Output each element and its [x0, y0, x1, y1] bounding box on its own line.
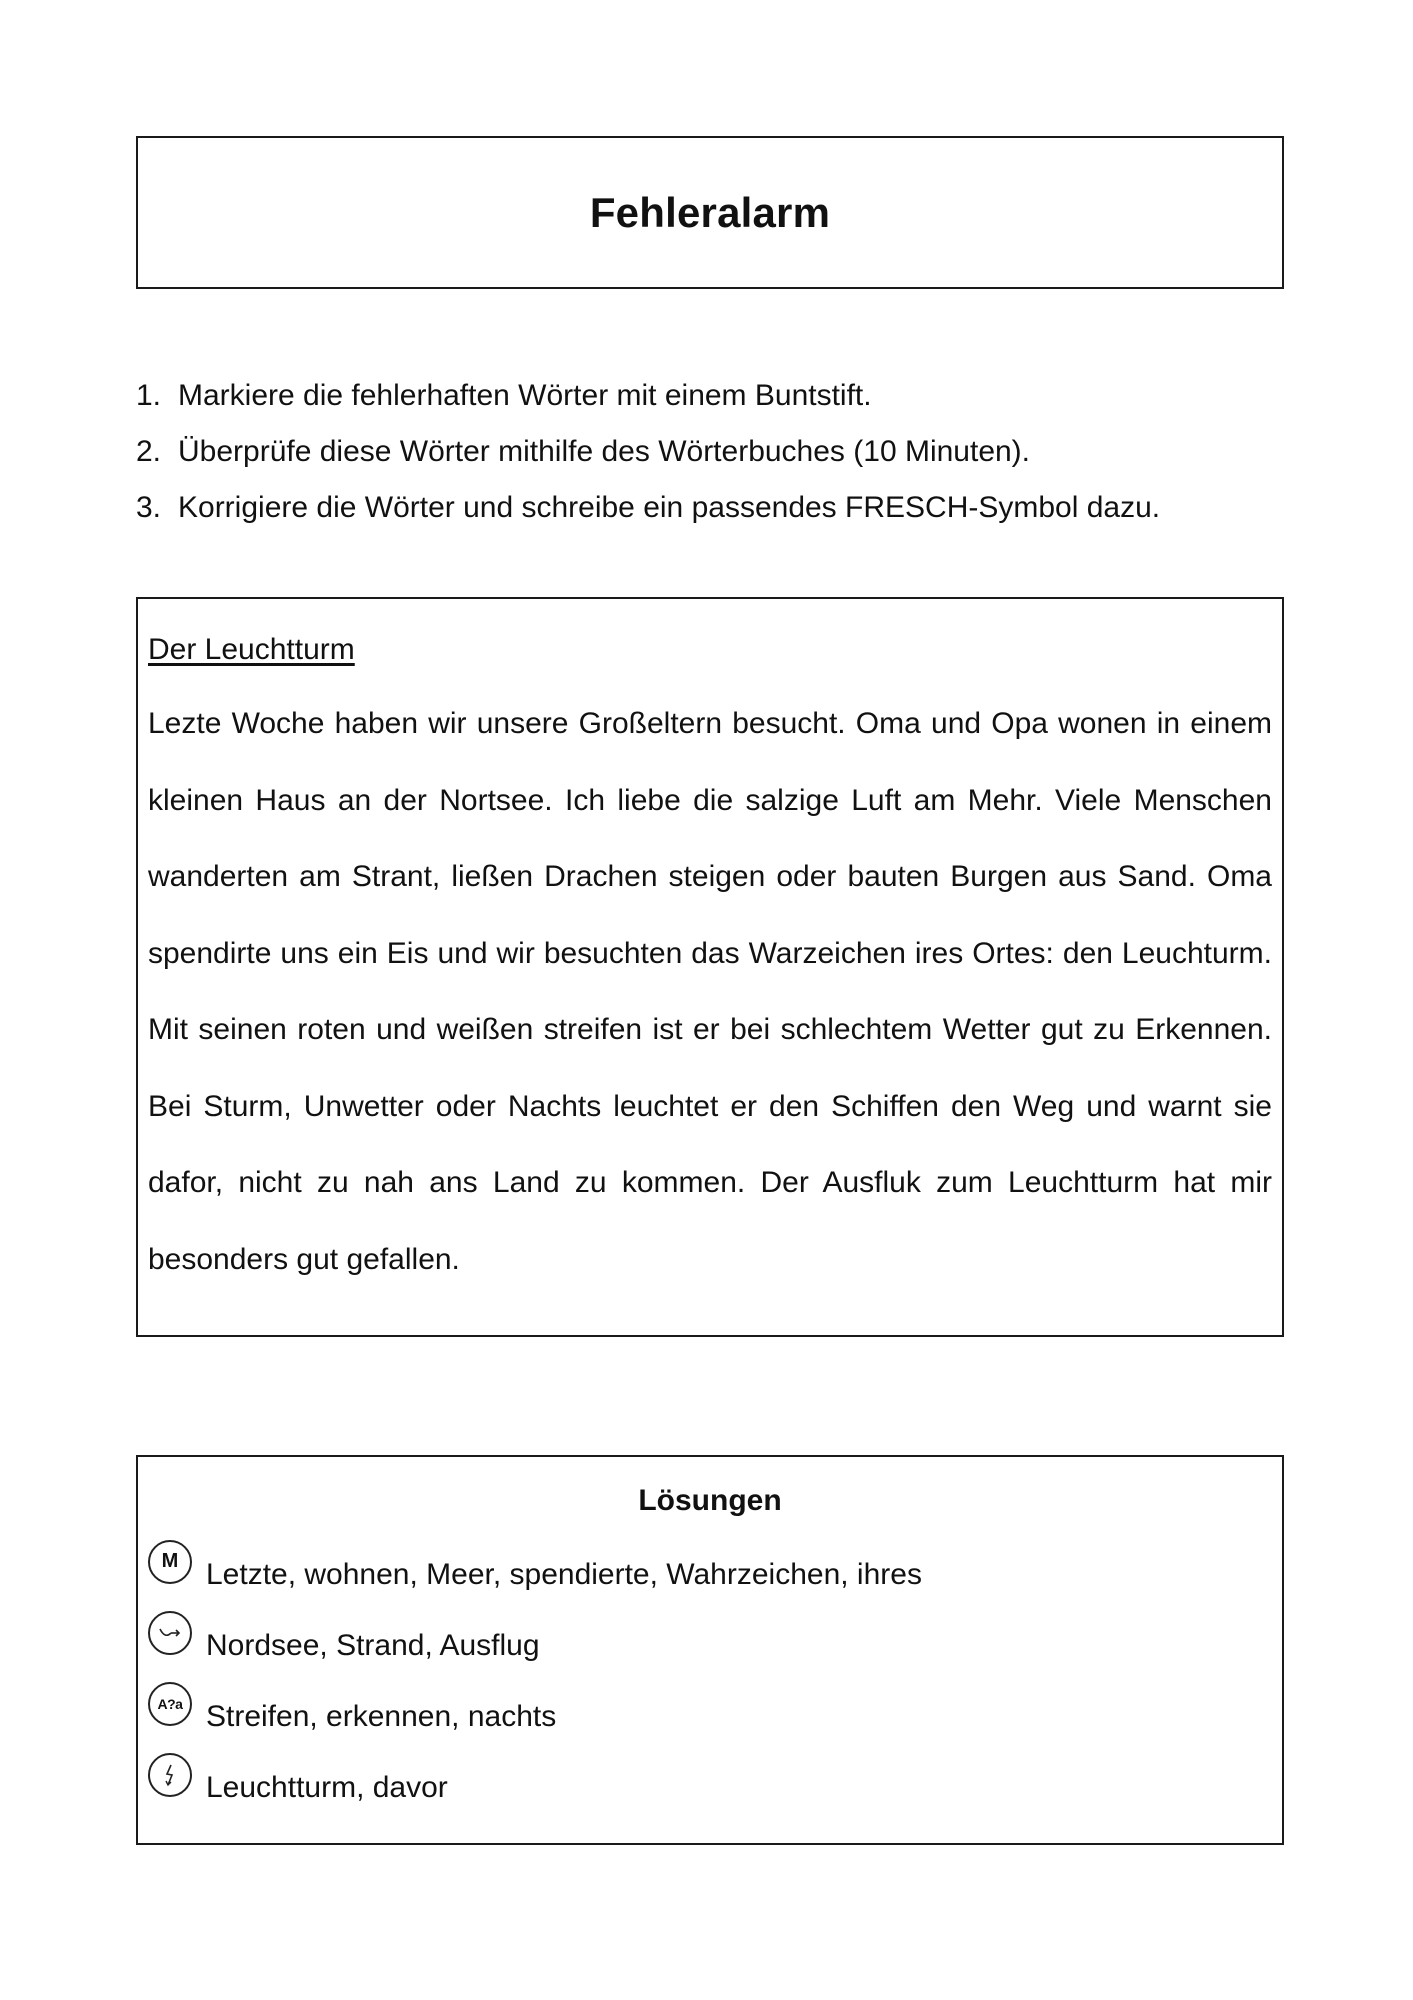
- solution-words: Nordsee, Strand, Ausflug: [206, 1628, 540, 1662]
- solution-row: [148, 1675, 1272, 1746]
- instruction-number: 1.: [136, 379, 162, 412]
- page-title: Fehleralarm: [589, 188, 831, 236]
- solution-row: [148, 1533, 1272, 1604]
- solution-words: Leuchtturm, davor: [206, 1770, 448, 1804]
- merkwort-icon: M: [148, 1540, 192, 1584]
- story-box: [136, 597, 1284, 1337]
- story-text: Lezte Woche haben wir unsere Großeltern besucht. Oma und Opa wonen in einem kleinen Haus an der Nortsee. Ich liebe die salzige Luft am Mehr. Viele Menschen wanderten am Strant, ließen Drachen steigen oder bauten Burgen aus Sand. Oma spendirte uns ein Eis und wir besuchten das Warzeichen ires Ortes: den Leuchturm. Mit seinen roten und weißen streifen ist er bei schlechtem Wetter gut zu Erkennen. Bei Sturm, Unwetter oder Nachts leuchtet er den Schiffen den Weg und warnt sie dafor, nicht zu nah ans Land zu kommen. Der Ausfluk zum Leuchtturm hat mir besonders gut gefallen.: [148, 707, 1272, 1276]
- solution-words: Letzte, wohnen, Meer, spendierte, Wahrzeichen, ihres: [206, 1557, 922, 1591]
- title-box: [136, 136, 1284, 289]
- instruction-text: Korrigiere die Wörter und schreibe ein passendes FRESCH-Symbol dazu.: [178, 491, 1161, 524]
- verlaengern-icon: [148, 1611, 192, 1655]
- story-title: Der Leuchtturm: [148, 633, 355, 666]
- solution-words: Streifen, erkennen, nachts: [206, 1699, 557, 1733]
- solutions-title: Lösungen: [638, 1484, 782, 1517]
- instruction-text: Überprüfe diese Wörter mithilfe des Wörterbuches (10 Minuten).: [178, 435, 1031, 468]
- gross-klein-icon: A?a: [148, 1682, 192, 1726]
- instruction-item: [136, 424, 1160, 480]
- instruction-list: [136, 368, 1160, 536]
- instruction-number: 3.: [136, 491, 162, 524]
- solutions-box: [136, 1455, 1284, 1845]
- solution-row: [148, 1604, 1272, 1675]
- instruction-item: [136, 368, 1160, 424]
- instruction-item: [136, 480, 1160, 536]
- instruction-number: 2.: [136, 435, 162, 468]
- instruction-text: Markiere die fehlerhaften Wörter mit einem Buntstift.: [178, 379, 872, 412]
- solution-row: [148, 1746, 1272, 1817]
- zerlegen-icon: [148, 1753, 192, 1797]
